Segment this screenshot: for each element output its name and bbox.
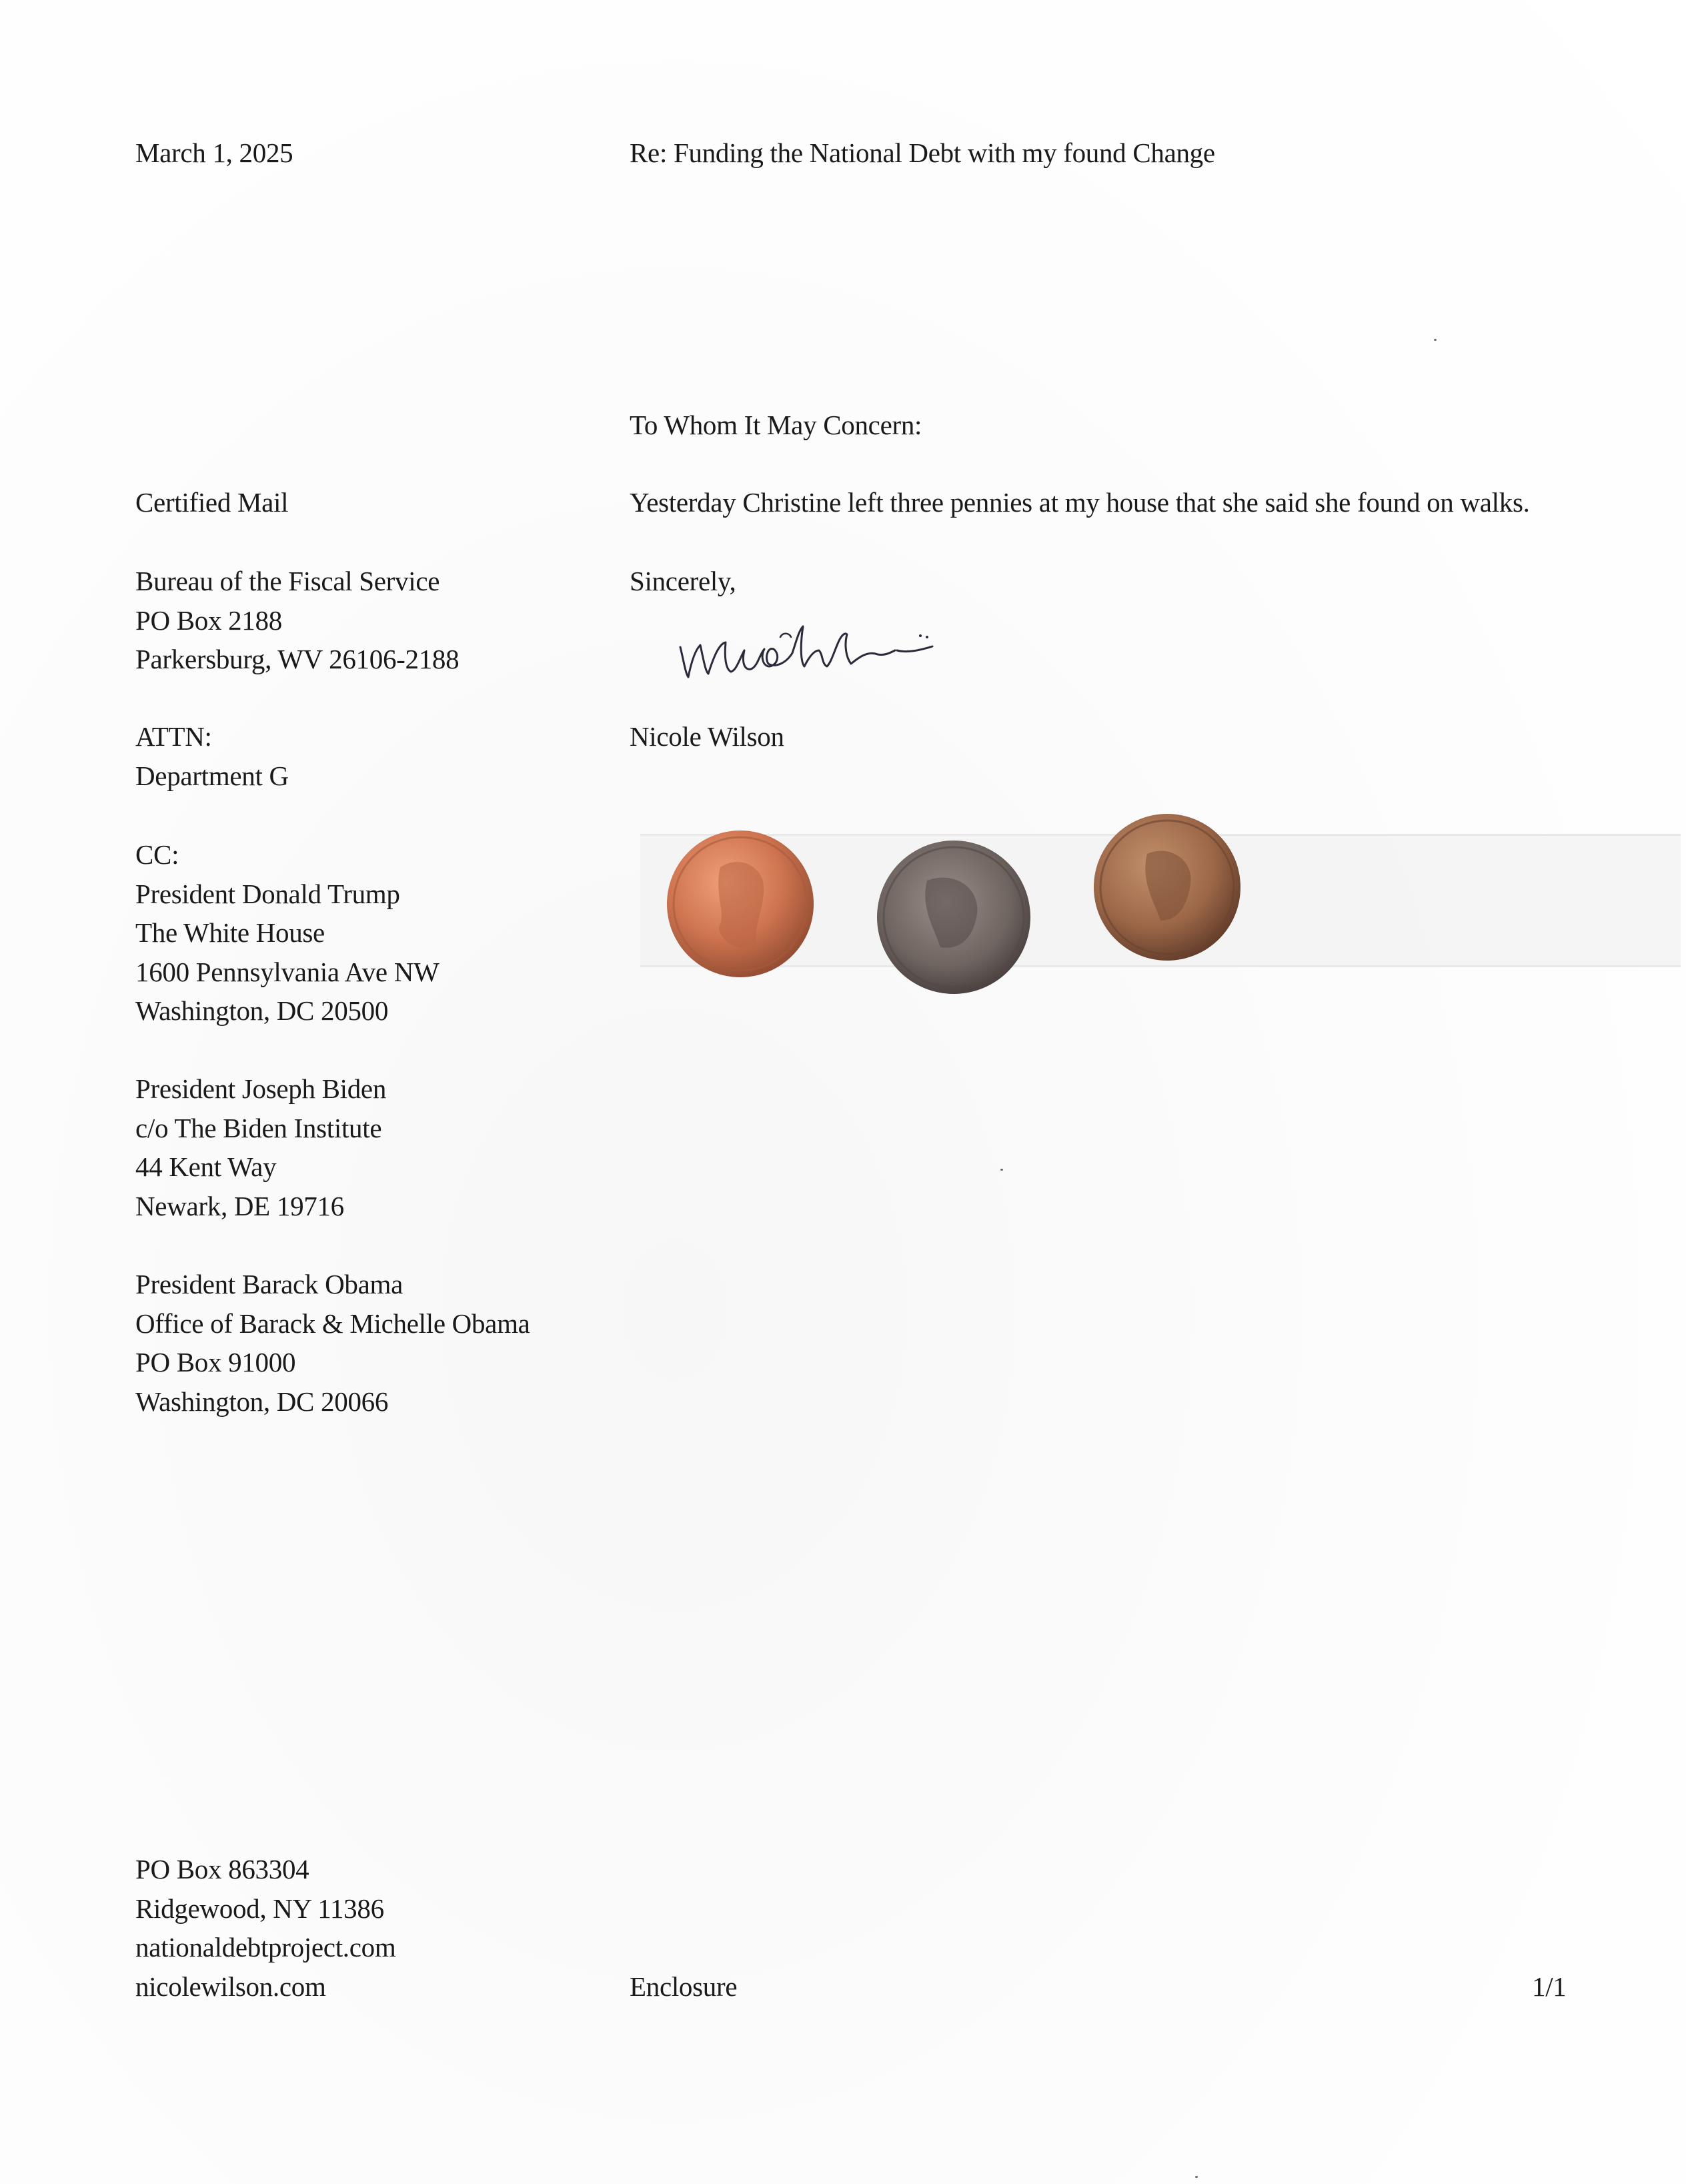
- address-line: PO Box 91000: [135, 1347, 296, 1378]
- paper-speck: [1000, 1169, 1003, 1171]
- cc-trump-block: [135, 835, 440, 1031]
- penny-coin: [877, 841, 1030, 994]
- cc-biden-block: [135, 1069, 386, 1225]
- address-line: Parkersburg, WV 26106-2188: [135, 644, 460, 674]
- penny-coin: [667, 831, 814, 977]
- page-number: 1/1: [1532, 1971, 1567, 2002]
- signer-name: Nicole Wilson: [630, 721, 784, 752]
- recipient-address: [135, 562, 459, 679]
- address-line: Washington, DC 20500: [135, 995, 389, 1026]
- cc-obama-block: [135, 1265, 530, 1421]
- paper-speck: [1434, 339, 1437, 341]
- address-line: c/o The Biden Institute: [135, 1112, 382, 1143]
- address-line: 44 Kent Way: [135, 1151, 277, 1182]
- address-line: President Barack Obama: [135, 1269, 403, 1299]
- address-line: The White House: [135, 917, 325, 948]
- penny-coin: [1094, 814, 1240, 961]
- address-line: Newark, DE 19716: [135, 1190, 344, 1221]
- salutation: To Whom It May Concern:: [630, 410, 922, 440]
- taped-pennies: [640, 807, 1681, 1007]
- address-line: PO Box 2188: [135, 604, 282, 636]
- footer-line: Ridgewood, NY 11386: [135, 1892, 384, 1924]
- footer-website: nationaldebtproject.com: [135, 1932, 396, 1963]
- address-line: Bureau of the Fiscal Service: [135, 566, 440, 596]
- paper-speck: [1195, 2176, 1198, 2178]
- attn-label: ATTN:: [135, 721, 212, 752]
- footer-line: PO Box 863304: [135, 1854, 309, 1884]
- mail-type: Certified Mail: [135, 487, 289, 518]
- letter-subject: Re: Funding the National Debt with my found Change: [630, 137, 1215, 168]
- attn-block: [135, 717, 289, 795]
- sender-footer: [135, 1850, 395, 2006]
- cc-label: CC:: [135, 839, 179, 870]
- address-line: President Joseph Biden: [135, 1073, 387, 1104]
- closing: Sincerely,: [630, 566, 736, 596]
- address-line: 1600 Pennsylvania Ave NW: [135, 956, 440, 987]
- footer-website: nicolewilson.com: [135, 1971, 326, 2002]
- address-line: President Donald Trump: [135, 878, 400, 909]
- letter-body: Yesterday Christine left three pennies at my house that she said she found on walks.: [630, 487, 1530, 518]
- address-line: Office of Barack & Michelle Obama: [135, 1307, 530, 1339]
- enclosure-label: Enclosure: [630, 1971, 738, 2002]
- signature: [667, 597, 974, 697]
- letter-date: March 1, 2025: [135, 137, 293, 168]
- address-line: Washington, DC 20066: [135, 1386, 389, 1417]
- attn-department: Department G: [135, 760, 289, 791]
